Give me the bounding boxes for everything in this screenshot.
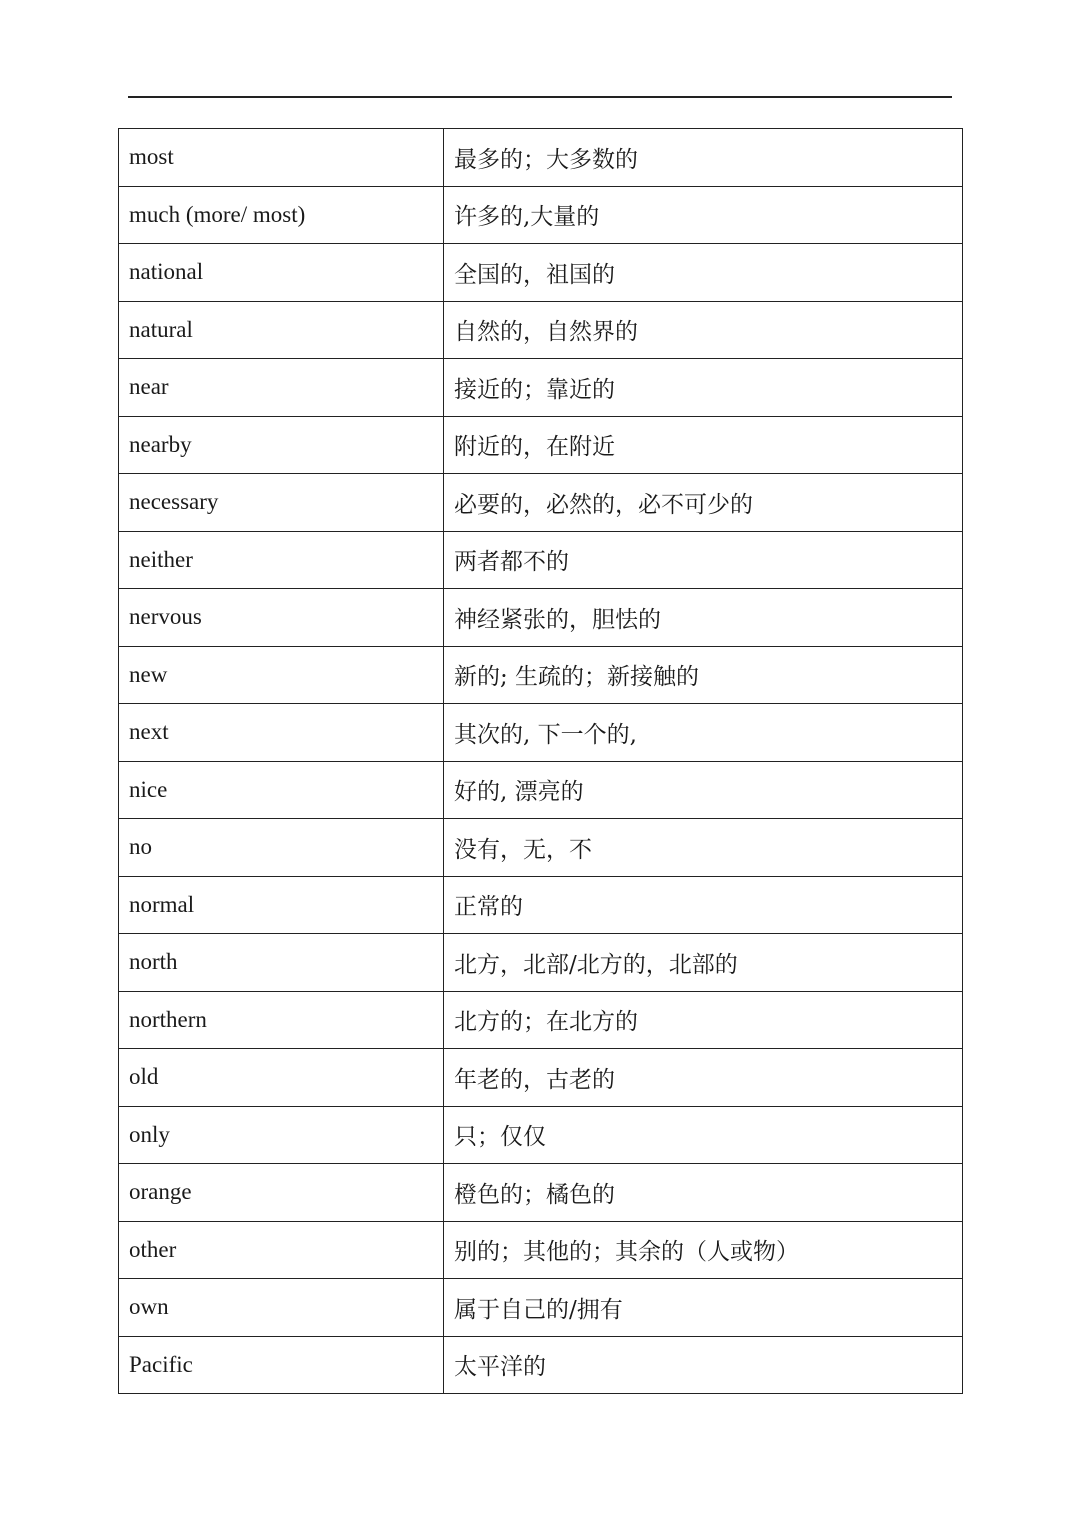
word-cell: own: [119, 1279, 444, 1337]
meaning-cell: 新的; 生疏的；新接触的: [444, 646, 963, 704]
word-cell: no: [119, 819, 444, 877]
word-cell: other: [119, 1221, 444, 1279]
word-cell: north: [119, 934, 444, 992]
word-cell: much (more/ most): [119, 186, 444, 244]
table-row: [119, 589, 963, 647]
meaning-cell: 没有，无，不: [444, 819, 963, 877]
table-row: [119, 1221, 963, 1279]
word-cell: nice: [119, 761, 444, 819]
meaning-cell: 两者都不的: [444, 531, 963, 589]
vocabulary-table: [118, 128, 963, 1394]
word-cell: old: [119, 1049, 444, 1107]
meaning-cell: 最多的；大多数的: [444, 129, 963, 187]
word-cell: normal: [119, 876, 444, 934]
word-cell: orange: [119, 1164, 444, 1222]
table-row: [119, 474, 963, 532]
word-cell: natural: [119, 301, 444, 359]
vocabulary-table-body: [119, 129, 963, 1394]
table-row: [119, 991, 963, 1049]
meaning-cell: 其次的, 下一个的,: [444, 704, 963, 762]
meaning-cell: 许多的,大量的: [444, 186, 963, 244]
meaning-cell: 好的, 漂亮的: [444, 761, 963, 819]
table-row: [119, 1106, 963, 1164]
word-cell: only: [119, 1106, 444, 1164]
word-cell: most: [119, 129, 444, 187]
word-cell: national: [119, 244, 444, 302]
word-cell: new: [119, 646, 444, 704]
table-row: [119, 704, 963, 762]
word-cell: northern: [119, 991, 444, 1049]
word-cell: nearby: [119, 416, 444, 474]
table-row: [119, 761, 963, 819]
meaning-cell: 附近的，在附近: [444, 416, 963, 474]
meaning-cell: 橙色的；橘色的: [444, 1164, 963, 1222]
meaning-cell: 接近的；靠近的: [444, 359, 963, 417]
table-row: [119, 186, 963, 244]
word-cell: next: [119, 704, 444, 762]
word-cell: nervous: [119, 589, 444, 647]
table-row: [119, 819, 963, 877]
header-rule: [128, 96, 952, 98]
meaning-cell: 北方的；在北方的: [444, 991, 963, 1049]
table-row: [119, 531, 963, 589]
meaning-cell: 北方，北部/北方的，北部的: [444, 934, 963, 992]
table-row: [119, 301, 963, 359]
table-row: [119, 1164, 963, 1222]
meaning-cell: 必要的，必然的，必不可少的: [444, 474, 963, 532]
meaning-cell: 太平洋的: [444, 1336, 963, 1394]
table-row: [119, 1279, 963, 1337]
table-row: [119, 244, 963, 302]
meaning-cell: 年老的，古老的: [444, 1049, 963, 1107]
table-row: [119, 416, 963, 474]
meaning-cell: 只；仅仅: [444, 1106, 963, 1164]
meaning-cell: 属于自己的/拥有: [444, 1279, 963, 1337]
word-cell: Pacific: [119, 1336, 444, 1394]
meaning-cell: 正常的: [444, 876, 963, 934]
word-cell: near: [119, 359, 444, 417]
table-row: [119, 129, 963, 187]
meaning-cell: 别的；其他的；其余的（人或物）: [444, 1221, 963, 1279]
meaning-cell: 全国的，祖国的: [444, 244, 963, 302]
word-cell: necessary: [119, 474, 444, 532]
table-row: [119, 934, 963, 992]
table-row: [119, 646, 963, 704]
meaning-cell: 神经紧张的，胆怯的: [444, 589, 963, 647]
table-row: [119, 1049, 963, 1107]
table-row: [119, 876, 963, 934]
meaning-cell: 自然的，自然界的: [444, 301, 963, 359]
word-cell: neither: [119, 531, 444, 589]
table-row: [119, 1336, 963, 1394]
table-row: [119, 359, 963, 417]
